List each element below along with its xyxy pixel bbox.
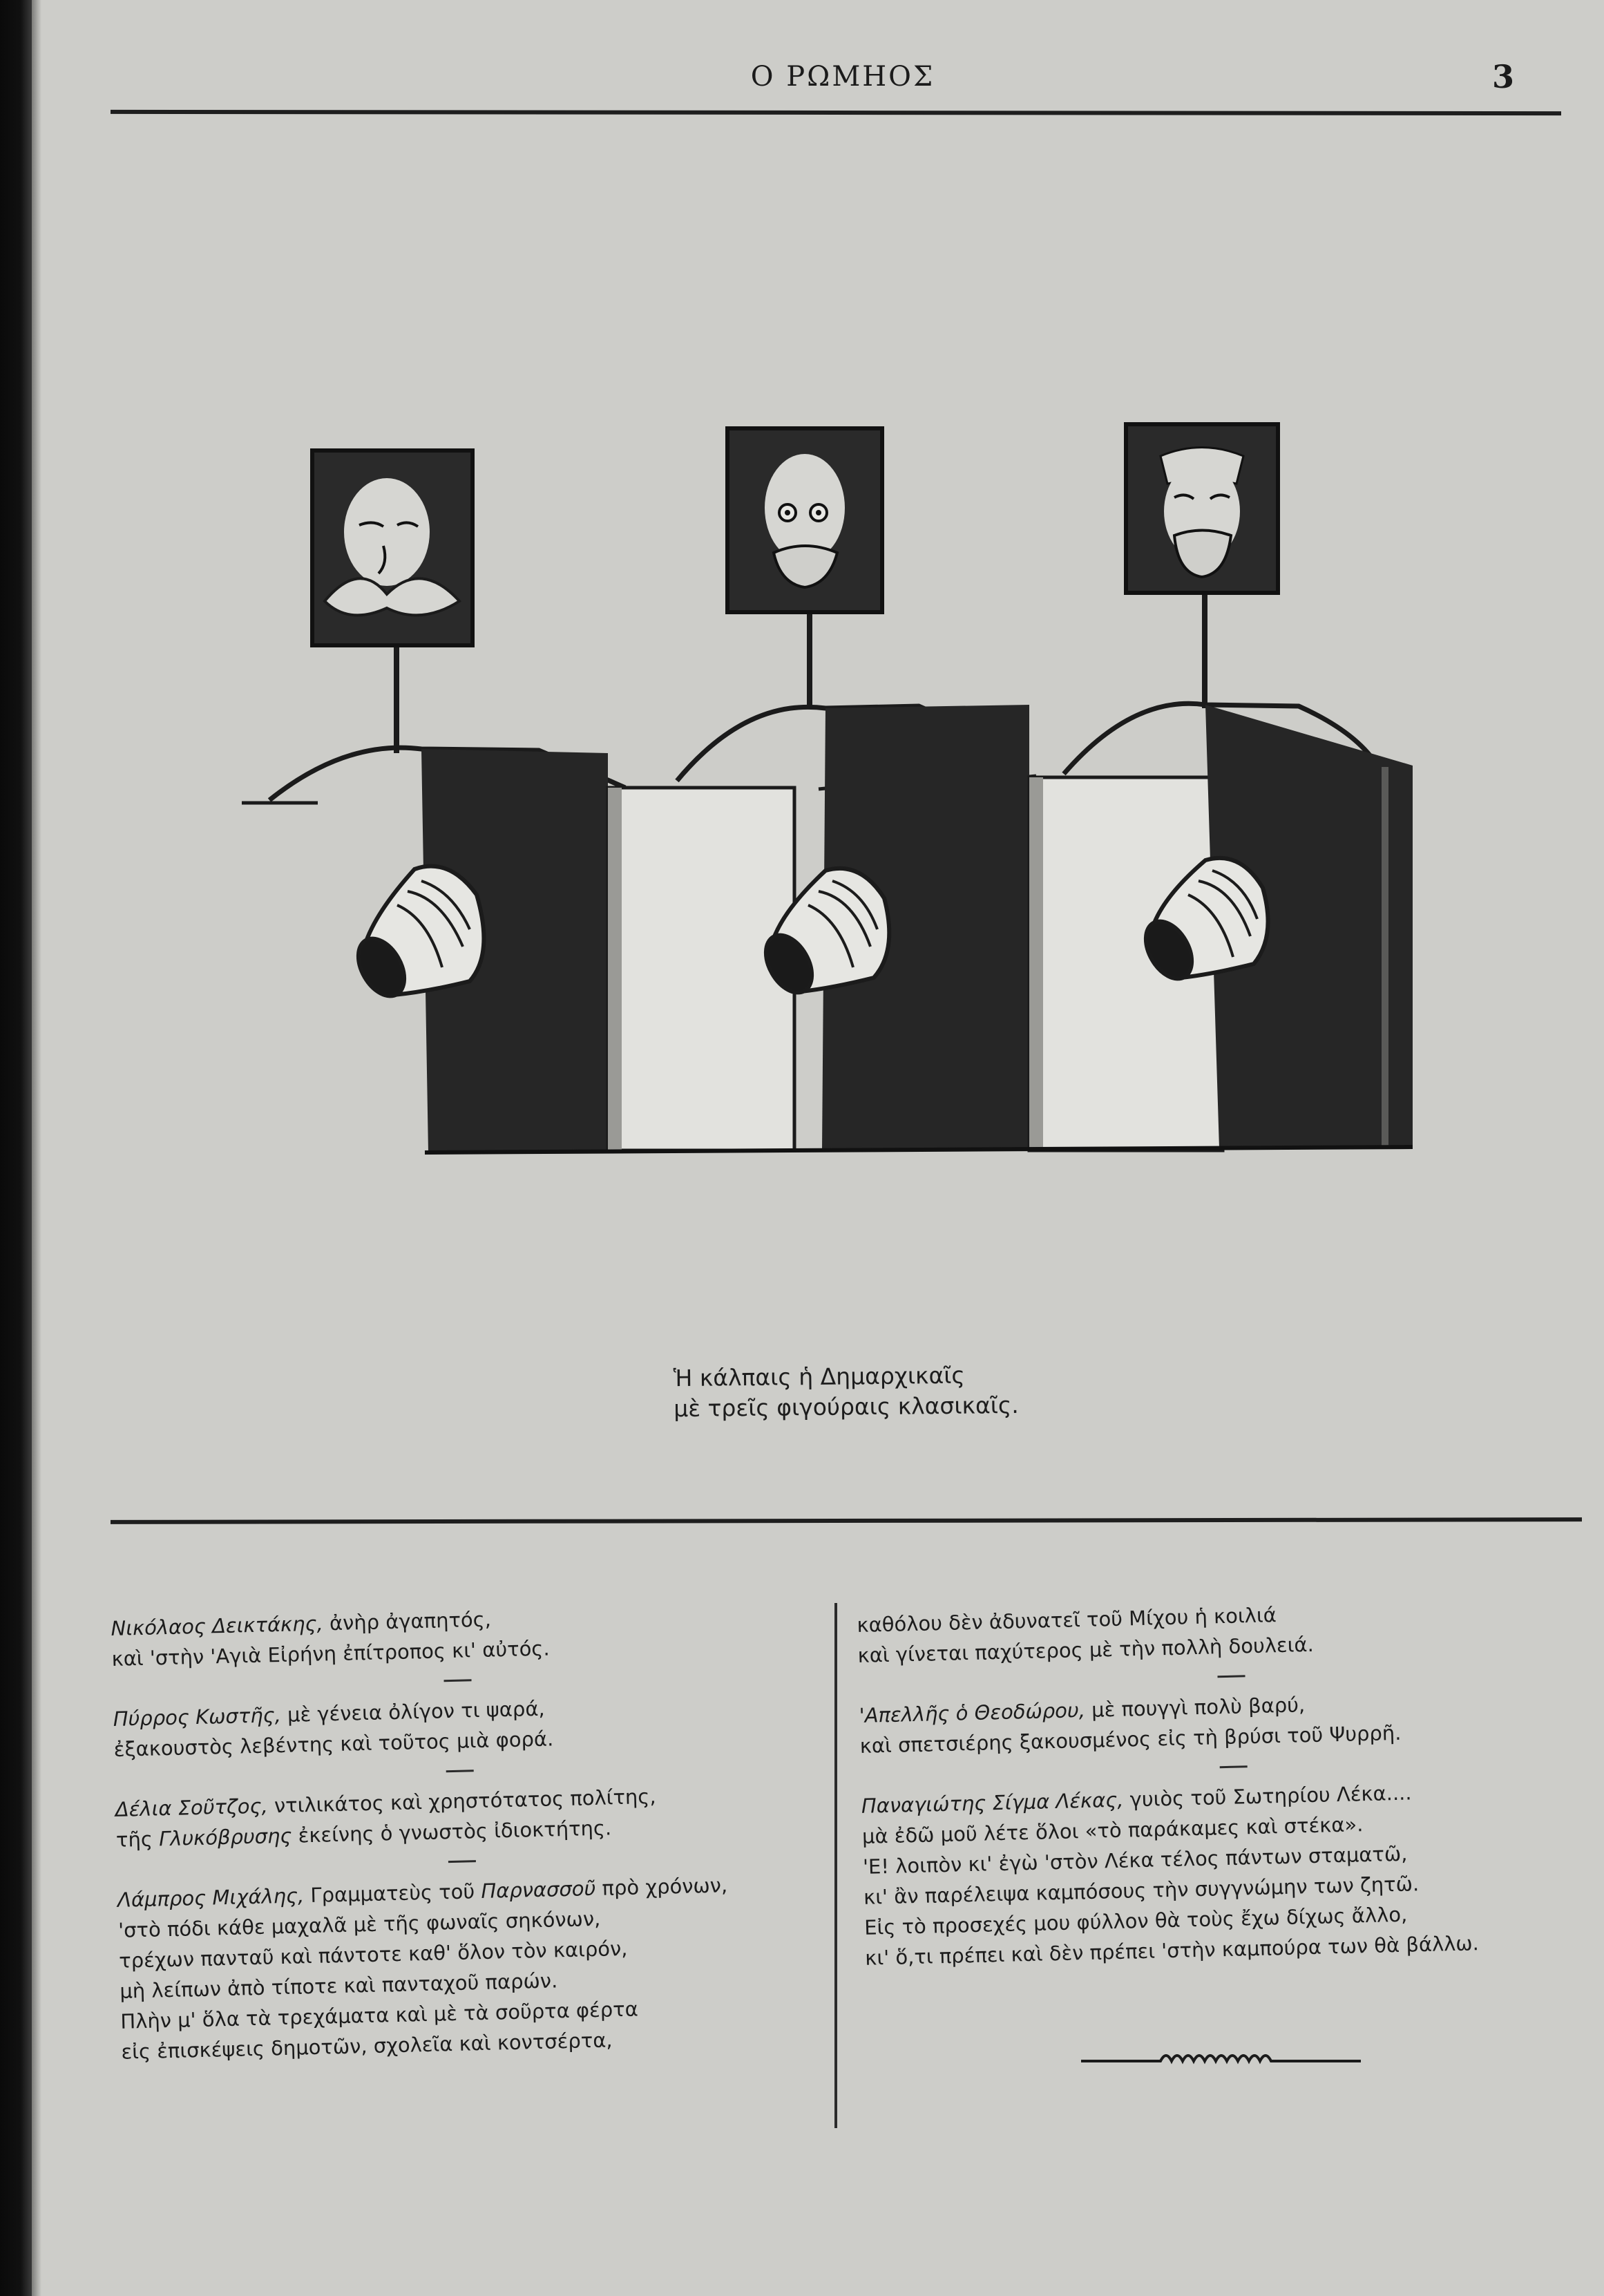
urn-posts xyxy=(394,594,1207,753)
end-ornament-squiggle xyxy=(1078,2042,1368,2069)
poem-column-left xyxy=(111,1596,826,2081)
verse-text: γυιὸς τοῦ Σωτηρίου Λέκα.... xyxy=(1123,1781,1412,1812)
verse-line: Πλὴν μ' ὅλα τὰ τρεχάματα καὶ μὲ τὰ σοῦρτα φέρτα xyxy=(120,1997,639,2033)
verse-line: κι' ὅ,τι πρέπει καὶ δὲν πρέπει 'στὴν καμπούρα των θὰ βάλλω. xyxy=(864,1931,1480,1970)
verse-line: καὶ γίνεται παχύτερος μὲ τὴν πολλὴ δουλειά. xyxy=(857,1632,1315,1667)
verse-text: ἐκείνης ὁ γνωστὸς ἰδιοκτήτης. xyxy=(292,1816,612,1848)
stanza-separator xyxy=(446,1770,474,1772)
verse-line: καθόλου δὲν ἀδυνατεῖ τοῦ Μίχου ἡ κοιλιά xyxy=(857,1603,1277,1637)
verse-text: ἀνὴρ ἀγαπητός, xyxy=(323,1607,492,1635)
stanza-separator xyxy=(1217,1675,1245,1678)
caption-line-1: Ἡ κάλπαις ἡ Δημαρχικαῖς xyxy=(673,1361,965,1392)
verse-line: ἐξακουστὸς λεβέντης καὶ τοῦτος μιὰ φορά. xyxy=(113,1727,554,1761)
stanza-michalis xyxy=(117,1868,826,2067)
person-name: Παναγιώτης Σίγμα Λέκας, xyxy=(861,1787,1124,1818)
caption-line-2: μὲ τρεῖς φιγούραις κλασικαῖς. xyxy=(674,1391,1019,1423)
verse-line: Εἰς τὸ προσεχές μου φύλλον θὰ τοὺς ἔχω δίχως ἄλλο, xyxy=(863,1902,1408,1939)
person-name: Δέλια Σοῦτζος, xyxy=(115,1794,269,1821)
stanza-separator xyxy=(1220,1765,1248,1768)
verse-text: μὲ γένεια ὀλίγον τι ψαρά, xyxy=(280,1696,546,1727)
verse-line: 'στὸ πόδι κάθε μαχαλᾶ μὲ τῆς φωναῖς σηκόνων, xyxy=(117,1906,601,1942)
verse-text: πρὸ χρόνων, xyxy=(595,1873,728,1900)
newspaper-title: Ο ΡΩΜΗΟΣ xyxy=(750,61,935,93)
verse-text: μὲ πουγγὶ πολὺ βαρύ, xyxy=(1085,1693,1306,1722)
verse-line: μὰ ἐδῶ μοῦ λέτε ὅλοι «τὸ παράκαμες καὶ στέκα». xyxy=(861,1812,1364,1848)
stanza-apellis xyxy=(859,1682,1585,1761)
verse-line: τρέχων πανταῦ καὶ πάντοτε καθ' ὅλον τὸν καιρόν, xyxy=(118,1936,628,1973)
page-number: 3 xyxy=(1492,58,1515,95)
verse-line: κι' ἂν παρέλειψα καμπόσους τὴν συγγνώμην των ζητῶ. xyxy=(863,1872,1420,1909)
bald-head-with-moustache-portrait xyxy=(312,450,472,645)
verse-text: ντιλικάτος καὶ χρηστότατος πολίτης, xyxy=(267,1784,656,1818)
verse-text: Γραμματεὺς τοῦ xyxy=(303,1879,481,1908)
person-name: 'Απελλῆς ὁ Θεοδώρου, xyxy=(859,1698,1086,1727)
verse-line: καὶ 'στὴν 'Αγιὰ Εἰρήνη ἐπίτροπος κι' αὐτός. xyxy=(111,1636,550,1671)
verse-line: εἰς ἐπισκέψεις δημοτῶν, σχολεῖα καὶ κοντσέρτα, xyxy=(121,2028,613,2064)
society-name: Παρνασσοῦ xyxy=(481,1876,596,1904)
stanza-soutzos xyxy=(115,1777,821,1855)
stanza-separator xyxy=(448,1860,476,1863)
verse-line: καὶ σπετσιέρης ξακουσμένος εἰς τὴ βρύσι τοῦ Ψυρρῆ. xyxy=(859,1720,1402,1758)
verse-line: 'Ε! λοιπὸν κι' ἐγὼ 'στὸν Λέκα τέλος πάντων σταματῶ, xyxy=(862,1841,1408,1879)
illustration-caption xyxy=(674,1359,1089,1424)
staring-bearded-head-portrait xyxy=(727,428,882,612)
person-name: Λάμπρος Μιχάλης, xyxy=(117,1884,305,1912)
column-divider xyxy=(834,1603,837,2128)
stanza-separator xyxy=(443,1679,471,1682)
stanza-kostis xyxy=(113,1687,819,1765)
place-name: Γλυκόβρυσης xyxy=(158,1823,292,1851)
verse-line: μὴ λείπων ἀπὸ τίποτε καὶ πανταχοῦ παρών. xyxy=(119,1968,558,2003)
poem-column-right xyxy=(857,1592,1591,1986)
verse-text: τῆς xyxy=(115,1827,160,1852)
stanza-lekas xyxy=(861,1773,1590,1973)
ballot-tube-left xyxy=(349,866,484,1004)
person-name: Νικόλαος Δεικτάκης, xyxy=(111,1611,324,1640)
bearded-head-with-glasses-portrait xyxy=(1126,424,1278,593)
person-name: Πύρρος Κωστῆς, xyxy=(113,1703,282,1731)
